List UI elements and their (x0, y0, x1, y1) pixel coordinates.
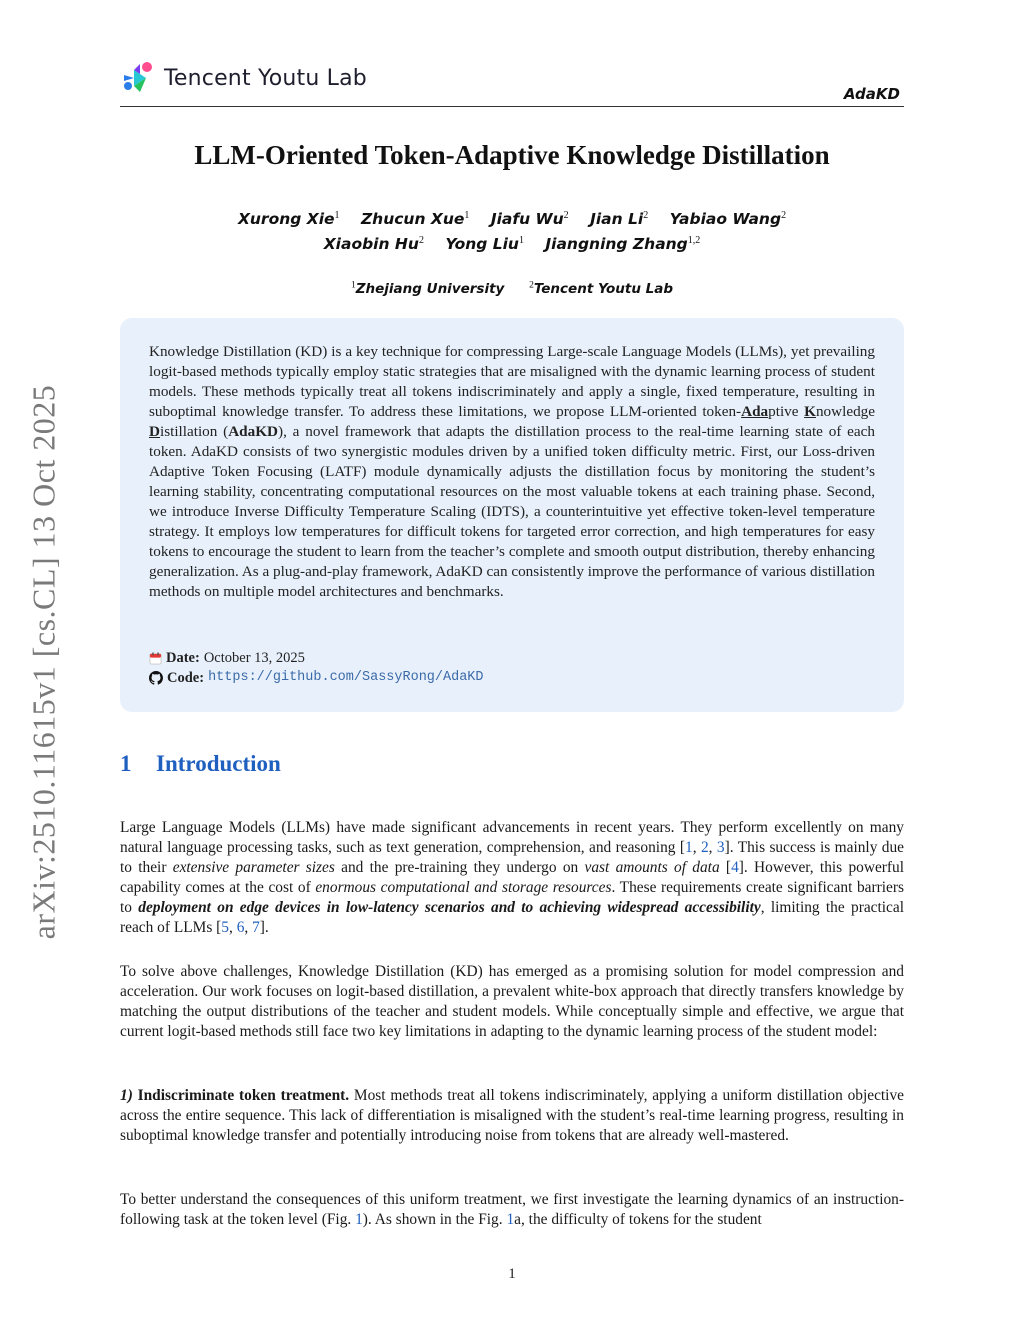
citation-link[interactable]: 6 (236, 919, 245, 936)
abstract-box (120, 318, 904, 712)
affiliation: $^2$Tencent Youtu Lab (529, 280, 674, 297)
date-value: October 13, 2025 (203, 650, 305, 666)
calendar-icon (149, 652, 162, 665)
figure-ref-link[interactable]: 1 (355, 1211, 363, 1228)
abstract-text: Knowledge Distillation (KD) is a key technique for compressing Large-scale Language Models (LLMs), yet prevailing logit-based methods typically employ static strategies that are misaligned with the dynamic learning process of student models. These methods typically treat all tokens indiscriminately and apply a single, fixed temperature, resulting in suboptimal knowledge transfer. To address these limitations, we propose LLM-oriented token-Adaptive Knowledge Distillation (AdaKD), a novel framework that adapts the distillation process to the real-time learning state of each token. AdaKD consists of two synergistic modules driven by a unified token difficulty metric. First, our Loss-driven Adaptive Token Focusing (LATF) module dynamically adjusts the distillation focus by monitoring the student’s learning stability, concentrating computational resources on the most valuable tokens at each training phase. Second, we introduce Inverse Difficulty Temperature Scaling (IDTS), a counterintuitive yet effective token-level temperature strategy. It employs low temperatures for difficult tokens for targeted error correction, and high temperatures for easy tokens to encourage the student to learn from the teacher’s complete and smooth output distribution, thereby enhancing generalization. As a plug-and-play framework, AdaKD can consistently improve the performance of various distillation methods on multiple model architectures and benchmarks. (149, 343, 876, 600)
section-number: 1 (120, 751, 132, 776)
citation-link[interactable]: 1 (685, 839, 693, 856)
code-label: Code: (167, 670, 205, 686)
author: Zhucun Xue$^1$ (360, 210, 470, 229)
figure-ref-link[interactable]: 1 (506, 1211, 515, 1228)
code-link[interactable]: https://github.com/SassyRong/AdaKD (208, 670, 484, 685)
citation-link[interactable]: 4 (731, 859, 739, 876)
citation-link[interactable]: 3 (716, 839, 725, 856)
author: Yong Liu$^1$ (445, 235, 524, 254)
paper-title: LLM-Oriented Token-Adaptive Knowledge Distillation (194, 140, 830, 170)
code-row (149, 668, 484, 688)
affiliation: $^1$Zhejiang University (350, 280, 505, 297)
page-header (120, 58, 904, 107)
github-icon (149, 671, 163, 685)
page-number: 1 (508, 1266, 516, 1282)
paragraph-4: To better understand the consequences of this uniform treatment, we first investigate the learning dynamics of an instruction-following task at the token level (Fig. 1). As shown in the Fig. 1a, the difficulty of tokens for the student (120, 1191, 904, 1228)
author-line-1 (0, 205, 1024, 230)
arxiv-identifier-text: arXiv:2510.11615v1 [cs.CL] 13 Oct 2025 (25, 384, 62, 940)
author: Yabiao Wang$^2$ (669, 210, 787, 229)
author: Jian Li$^2$ (590, 210, 649, 229)
paragraph-1: Large Language Models (LLMs) have made significant advancements in recent years. They perform excellently on many natural language processing tasks, such as text generation, comprehension, and reasoning [1, 2, 3]. This success is mainly due to their extensive parameter sizes and the pre-training they undergo on vast amounts of data [4]. However, this powerful capability comes at the cost of enormous computational and storage resources. These requirements create significant barriers to deployment on edge devices in low-latency scenarios and to achieving widespread accessibility, limiting the practical reach of LLMs [5, 6, 7]. (120, 819, 905, 936)
citation-link[interactable]: 2 (700, 839, 709, 856)
section-title: Introduction (156, 751, 281, 776)
paragraph-2: To solve above challenges, Knowledge Distillation (KD) has emerged as a promising solution for model compression and acceleration. Our work focuses on logit-based distillation, a prevalent white-box approach that directly transfers knowledge by matching the output distributions of the teacher and student models. While conceptually simple and effective, we argue that current logit-based methods still face two key limitations in adapting to the dynamic learning process of the student model: (120, 963, 904, 1040)
author: Jiafu Wu$^2$ (490, 210, 569, 229)
paper-meta (149, 648, 484, 688)
logo-text: Tencent Youtu Lab (164, 65, 367, 91)
paragraph-3: 1) Indiscriminate token treatment. Most methods treat all tokens indiscriminately, applying a uniform distillation objective across the entire sequence. This lack of differentiation is misaligned with the student’s real-time learning progress, resulting in suboptimal knowledge transfer and potentially introducing noise from tokens that are already well-mastered. (120, 1087, 904, 1144)
tencent-youtu-logo (120, 60, 367, 96)
citation-link[interactable]: 5 (221, 919, 229, 936)
date-row (149, 648, 484, 668)
running-title: AdaKD (843, 85, 900, 103)
arxiv-identifier (12, 372, 76, 952)
affiliations (0, 280, 1024, 297)
tencent-logo-icon (120, 60, 156, 96)
section-heading (120, 751, 281, 777)
author: Xiaobin Hu$^2$ (323, 235, 424, 254)
citation-link[interactable]: 7 (252, 919, 260, 936)
date-label: Date: (166, 650, 200, 666)
author: Jiangning Zhang$^{1,2}$ (545, 235, 701, 254)
author-list (0, 205, 1024, 255)
author: Xurong Xie$^1$ (237, 210, 340, 229)
author-line-2 (0, 230, 1024, 255)
